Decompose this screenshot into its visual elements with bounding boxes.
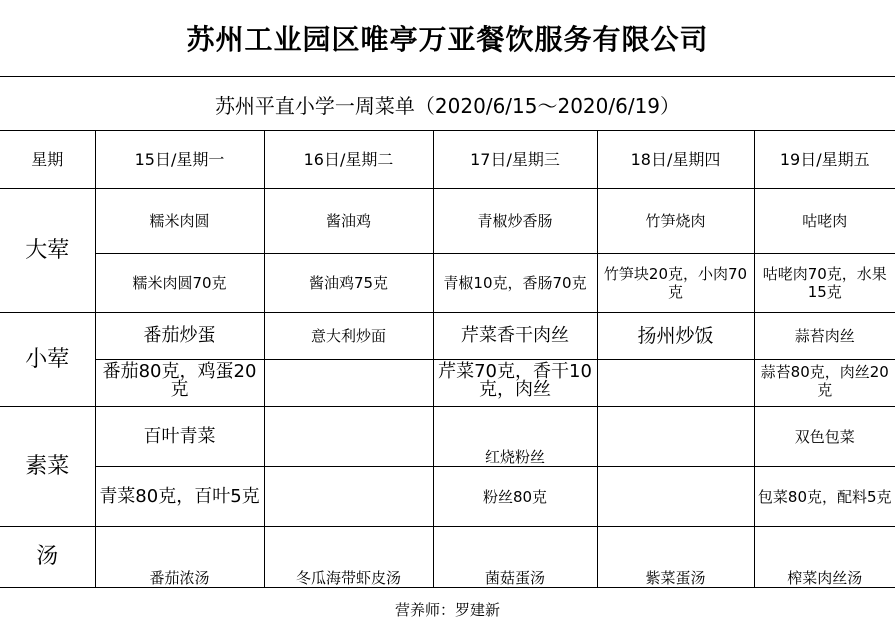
detail-cell: 酱油鸡75克 — [264, 254, 433, 313]
main-detail-row — [0, 254, 895, 313]
category-label-main: 大荤 — [0, 189, 95, 313]
dish-cell: 芹菜香干肉丝 — [433, 313, 597, 360]
nutritionist-footer: 营养师：罗建新 — [394, 600, 500, 619]
small-dish-row — [0, 313, 895, 360]
detail-cell: 青菜80克，百叶5克 — [95, 467, 264, 527]
soup-cell: 番茄浓汤 — [95, 527, 264, 588]
dish-cell: 百叶青菜 — [95, 407, 264, 467]
detail-cell: 粉丝80克 — [433, 467, 597, 527]
dish-cell: 意大利炒面 — [264, 313, 433, 360]
detail-cell: 糯米肉圆70克 — [95, 254, 264, 313]
detail-cell: 包菜80克，配料5克 — [754, 467, 895, 527]
day-header: 18日/星期四 — [597, 131, 754, 189]
veg-detail-row — [0, 467, 895, 527]
detail-cell — [264, 467, 433, 527]
header-row — [0, 131, 895, 189]
category-label-veg: 素菜 — [0, 407, 95, 527]
detail-cell — [597, 467, 754, 527]
day-header: 19日/星期五 — [754, 131, 895, 189]
dish-cell: 酱油鸡 — [264, 189, 433, 254]
soup-cell: 冬瓜海带虾皮汤 — [264, 527, 433, 588]
detail-cell: 竹笋块20克，小肉70克 — [597, 254, 754, 313]
weekly-menu-table — [0, 130, 895, 588]
dish-cell: 双色包菜 — [754, 407, 895, 467]
category-label-soup: 汤 — [0, 527, 95, 588]
soup-cell: 紫菜蛋汤 — [597, 527, 754, 588]
detail-cell — [597, 360, 754, 407]
day-header: 16日/星期二 — [264, 131, 433, 189]
detail-cell: 芹菜70克，香干10克，肉丝 — [433, 360, 597, 407]
soup-cell: 菌菇蛋汤 — [433, 527, 597, 588]
dish-cell: 红烧粉丝 — [433, 407, 597, 467]
company-title: 苏州工业园区唯亭万亚餐饮服务有限公司 — [186, 23, 709, 56]
detail-cell: 青椒10克，香肠70克 — [433, 254, 597, 313]
detail-cell — [264, 360, 433, 407]
dish-cell — [264, 407, 433, 467]
day-header: 17日/星期三 — [433, 131, 597, 189]
dish-cell: 青椒炒香肠 — [433, 189, 597, 254]
main-dish-row — [0, 189, 895, 254]
dish-cell: 番茄炒蛋 — [95, 313, 264, 360]
dish-cell: 糯米肉圆 — [95, 189, 264, 254]
veg-dish-row — [0, 407, 895, 467]
corner-cell: 星期 — [0, 131, 95, 189]
dish-cell: 竹笋烧肉 — [597, 189, 754, 254]
detail-cell: 番茄80克，鸡蛋20克 — [95, 360, 264, 407]
dish-cell: 咕咾肉 — [754, 189, 895, 254]
day-header: 15日/星期一 — [95, 131, 264, 189]
detail-cell: 蒜苔80克，肉丝20克 — [754, 360, 895, 407]
soup-row — [0, 527, 895, 588]
small-detail-row — [0, 360, 895, 407]
detail-cell: 咕咾肉70克，水果15克 — [754, 254, 895, 313]
category-label-small: 小荤 — [0, 313, 95, 407]
dish-cell: 蒜苔肉丝 — [754, 313, 895, 360]
soup-cell: 榨菜肉丝汤 — [754, 527, 895, 588]
menu-subtitle: 苏州平直小学一周菜单（2020/6/15～2020/6/19） — [0, 76, 895, 131]
dish-cell — [597, 407, 754, 467]
dish-cell: 扬州炒饭 — [597, 313, 754, 360]
